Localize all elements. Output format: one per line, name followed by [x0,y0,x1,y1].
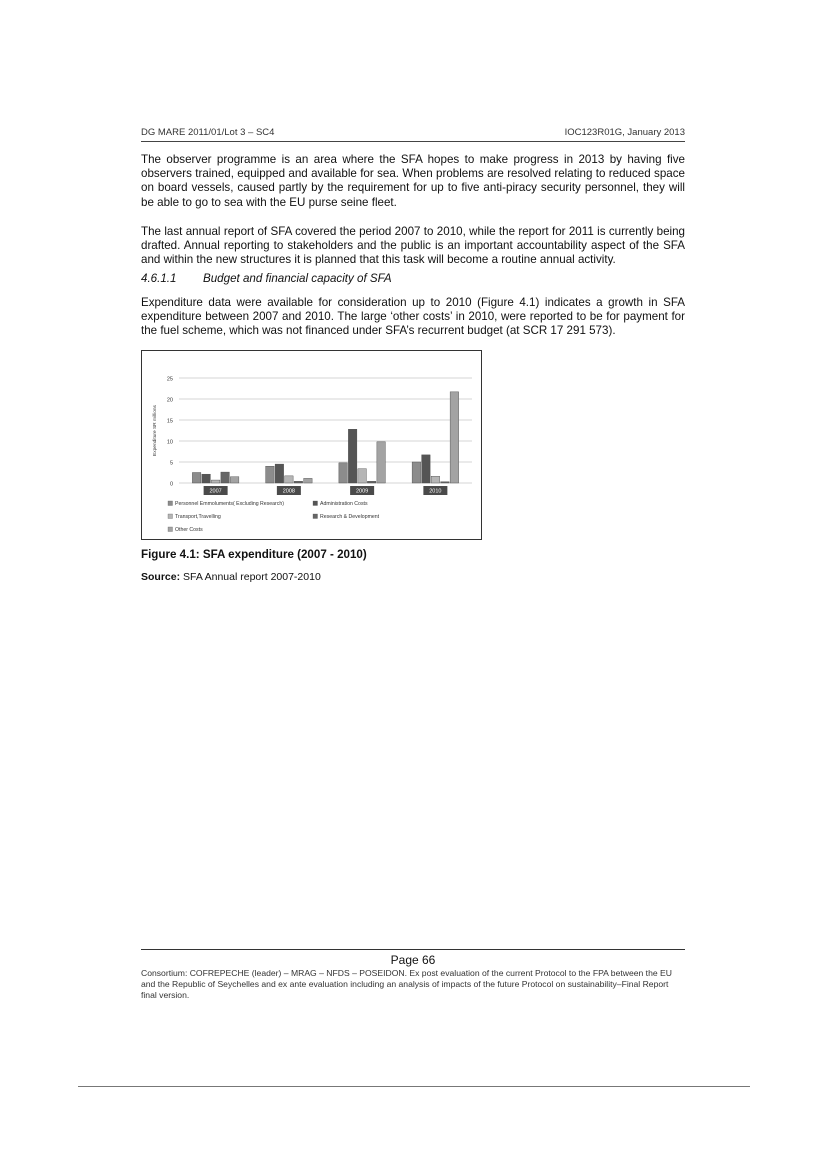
legend-swatch [168,527,173,532]
bar [211,480,220,483]
page-bottom-rule [78,1086,750,1087]
y-tick-label: 25 [166,376,173,383]
bar [192,473,201,484]
section-title: Budget and financial capacity of SFA [203,272,392,285]
figure-source [141,571,321,583]
y-tick-label: 5 [169,460,173,467]
source-label: Source: [141,571,181,583]
legend-swatch [168,501,173,506]
bar [285,476,294,483]
legend-swatch [313,501,318,506]
category-label: 2008 [282,488,295,495]
bar [339,463,348,483]
bar [358,469,367,483]
bar [266,466,275,483]
paragraph-annual-report: The last annual report of SFA covered the period 2007 to 2010, while the report for 2011 is currently being drafted. Annual reporting to stakeholders and the public is an important accountability aspect of the SFA and within the new structures it is planned that this task will become a routine annual activity. [141,225,685,267]
page-number: Page 66 [390,953,436,967]
bar [202,474,211,483]
bar [412,462,421,483]
paragraph-observer-programme: The observer programme is an area where the SFA hopes to make progress in 2013 by having five observers trained, equipped and available for sea. When problems are resolved relating to reduced space on board vessels, caused partly by the requirement for up to five anti-piracy security personnel, they will be able to go to sea with the EU purse seine fleet. [141,153,685,209]
bar [367,481,376,483]
bar [348,429,357,483]
bar [221,472,230,483]
header-left: DG MARE 2011/01/Lot 3 – SC4 [141,127,275,138]
section-number: 4.6.1.1 [141,272,177,285]
bar [431,476,440,483]
legend-swatch [313,514,318,519]
bar [422,455,431,483]
bar [304,478,313,483]
source-text: SFA Annual report 2007-2010 [183,571,321,583]
section-heading [141,272,685,285]
category-label: 2007 [209,488,222,495]
page-header [141,127,685,142]
bar [377,442,386,483]
y-axis-label: Expenditure SR millions [153,405,158,456]
paragraph-expenditure: Expenditure data were available for consideration up to 2010 (Figure 4.1) indicates a growth in SFA expenditure between 2007 and 2010. The large ‘other costs’ in 2010, were reported to be for payment for the fuel scheme, which was not financed under SFA’s recurrent budget (at SCR 17 291 573). [141,296,685,338]
legend-label: Administration Costs [320,501,368,508]
legend-label: Personnel Emmoluments( Excluding Research) [175,501,284,508]
y-tick-label: 0 [169,481,173,488]
chart-svg [142,351,481,539]
consortium-note: Consortium: COFREPECHE (leader) – MRAG – NFDS – POSEIDON. Ex post evaluation of the current Protocol to the FPA between the EU and the Republic of Seychelles and ex ante evaluation including an analysis of impacts of the future Protocol on sustainability–Final Report final version. [141,968,672,1000]
bar [275,464,284,483]
legend-label: Transport,Travelling [175,514,221,521]
bar [294,481,303,483]
legend-label: Other Costs [175,527,203,534]
expenditure-chart [141,350,482,540]
y-tick-label: 10 [166,439,173,446]
y-tick-label: 15 [166,418,173,425]
figure-caption: Figure 4.1: SFA expenditure (2007 - 2010) [141,548,367,561]
bar [230,477,239,483]
footer-rule [141,949,685,950]
header-right: IOC123R01G, January 2013 [564,127,685,138]
category-label: 2009 [356,488,369,495]
y-tick-label: 20 [166,397,173,404]
bar [450,392,459,483]
legend-swatch [168,514,173,519]
category-label: 2010 [429,488,442,495]
legend-label: Research & Development [320,514,380,521]
bar [441,482,450,483]
